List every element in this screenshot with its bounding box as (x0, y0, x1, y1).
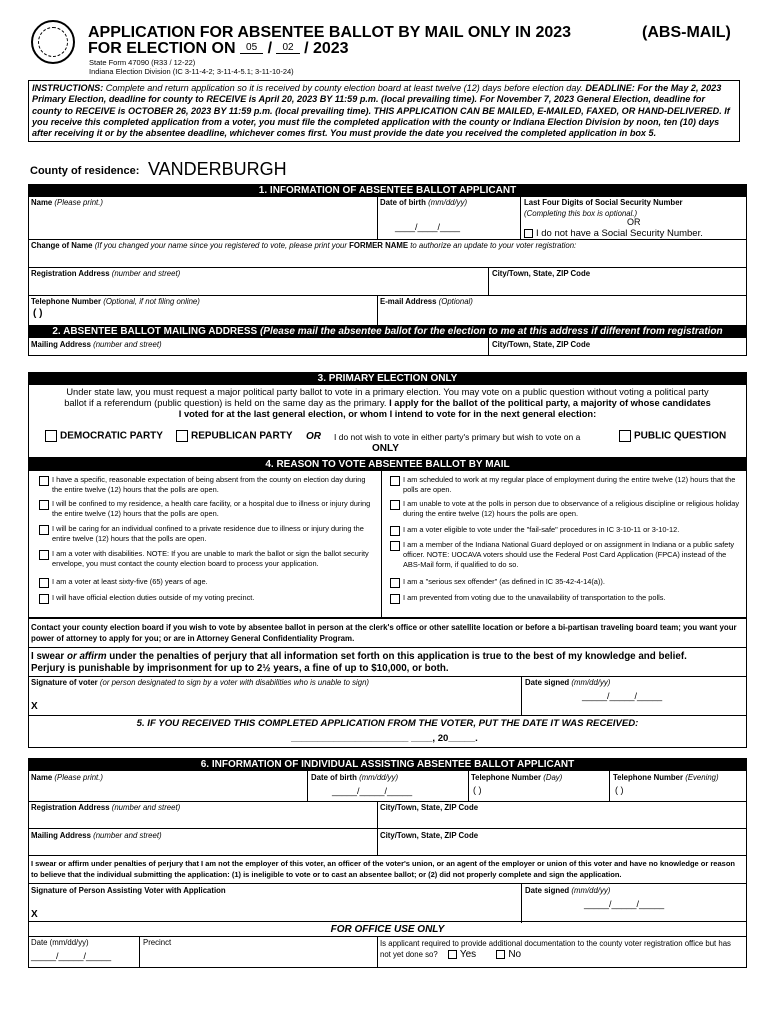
public-question-only: ONLY (372, 443, 399, 454)
office-no-label: No (508, 949, 522, 960)
no-ssn-checkbox[interactable] (524, 229, 533, 238)
reason-section (28, 458, 747, 618)
telephone-field[interactable]: ( ) (33, 308, 43, 319)
name-label: Name (Please print.) (31, 198, 103, 207)
reason-age[interactable]: I am a voter at least sixty-five (65) years of age. (52, 577, 374, 587)
office-date-field[interactable]: _____/_____/_____ (31, 951, 112, 961)
instructions-box (28, 80, 740, 142)
instructions-text: Complete and return application so it is received by county election board at least twelve (12) days before election day. (105, 83, 583, 93)
assistant-mailing-label: Mailing Address (number and street) (31, 831, 162, 840)
mailing-city-label: City/Town, State, ZIP Code (492, 340, 591, 349)
public-question-option[interactable]: PUBLIC QUESTION (619, 430, 726, 442)
assistant-tel-eve-label: Telephone Number (Evening) (613, 773, 719, 782)
voter-signature-field[interactable]: X (31, 701, 38, 712)
ssn-hint: (Completing this box is optional.) (524, 209, 638, 218)
section2-header: 2. ABSENTEE BALLOT MAILING ADDRESS (Please mail the absentee ballot for the election to me at this address if different from registration address.) (29, 325, 746, 338)
registration-address-label: Registration Address (number and street) (31, 269, 181, 278)
section1-header: 1. INFORMATION OF ABSENTEE BALLOT APPLICANT (29, 185, 746, 197)
public-question-checkbox[interactable] (619, 430, 631, 442)
primary-text-2: ballot if a referendum (public question) is held on the same day as the primary. I apply for the ballot of the political party, a majority of whose candidates (64, 398, 711, 408)
reason-sex-offender[interactable]: I am a "serious sex offender" (as defined in IC 35-42-4-14(a)). (403, 577, 743, 587)
assistant-registration-label: Registration Address (number and street) (31, 803, 181, 812)
reason-caring[interactable]: I will be caring for an individual confined to a private residence due to illness or injury during the entire twelve (12) hours that the polls are open. (52, 524, 374, 544)
reason-confined[interactable]: I will be confined to my residence, a health care facility, or a hospital due to illness or injury during the entire twelve (12) hours that the polls are open. (52, 499, 374, 519)
assistant-tel-day-field[interactable]: ( ) (473, 785, 482, 795)
office-precinct-label: Precinct (143, 938, 172, 947)
assistant-dob-field[interactable]: _____/_____/_____ (332, 786, 413, 796)
election-date-line: FOR ELECTION ON 05 / 02 / 2023 (88, 40, 349, 57)
telephone-label: Telephone Number (Optional, if not filing online) (31, 297, 200, 306)
voter-date-signed-field[interactable]: _____/_____/_____ (582, 691, 663, 701)
oath-line-1: I swear or affirm under the penalties of perjury that all information set forth on this application is true to the best of my knowledge and belief. (31, 651, 687, 662)
election-year: / 2023 (304, 40, 349, 57)
office-documentation-question: Is applicant required to provide additional documentation to the county voter registration office but has not yet done so? Yes No (380, 939, 731, 960)
election-day-field[interactable]: 02 (276, 42, 299, 54)
section4-header: 4. REASON TO VOTE ABSENTEE BALLOT BY MAIL (29, 459, 746, 471)
reason-transportation-checkbox[interactable] (390, 594, 400, 604)
assistant-name-label: Name (Please print.) (31, 773, 103, 782)
reason-national-guard[interactable]: I am a member of the Indiana National Guard deployed or on assignment in Indiana or a public safety officer. NOTE: UOCAVA voters should use the Federal Post Card Application (FPCA) instead of the ABS-Mail form, if qualified to do so. (403, 540, 743, 570)
state-form-number: State Form 47090 (R33 / 12-22) (89, 58, 196, 67)
neither-party-text: I do not wish to vote in either party's primary but wish to vote on a (334, 432, 581, 442)
reason-election-duties-checkbox[interactable] (39, 594, 49, 604)
reason-caring-checkbox[interactable] (39, 525, 49, 535)
mailing-address-label: Mailing Address (number and street) (31, 340, 162, 349)
reason-work[interactable]: I am scheduled to work at my regular place of employment during the entire twelve (12) hours that the polls are open. (403, 475, 743, 495)
change-of-name-label: Change of Name (If you changed your name since you registered to vote, please print your FORMER NAME to authorize an update to your voter registration: (31, 241, 577, 250)
oath-line-2: Perjury is punishable by imprisonment for up to 2½ years, a fine of up to $10,000, or both. (31, 663, 449, 674)
office-use-section (28, 922, 747, 968)
instructions-label: INSTRUCTIONS: (32, 83, 104, 93)
reason-sex-offender-checkbox[interactable] (390, 578, 400, 588)
primary-text-3: I voted for at the last general election, or whom I intend to vote for in the next general election: (178, 409, 597, 419)
reason-work-checkbox[interactable] (390, 476, 400, 486)
section3-header: 3. PRIMARY ELECTION ONLY (29, 373, 746, 385)
reason-fail-safe[interactable]: I am a voter eligible to vote under the "fail-safe" procedures in IC 3-10-11 or 3-10-12. (403, 525, 743, 535)
office-use-header: FOR OFFICE USE ONLY (330, 924, 445, 935)
reason-election-duties[interactable]: I will have official election duties outside of my voting precinct. (52, 593, 374, 603)
email-label: E-mail Address (Optional) (380, 297, 473, 306)
office-yes-label: Yes (459, 949, 477, 960)
reason-absent-checkbox[interactable] (39, 476, 49, 486)
primary-text-1: Under state law, you must request a major political party ballot to vote in a primary election. You may vote on a public question without voting a political party (66, 387, 709, 397)
reason-absent[interactable]: I have a specific, reasonable expectation of being absent from the county on election day during the entire twelve (12) hours that the polls are open. (52, 475, 374, 495)
county-value[interactable]: VANDERBURGH (148, 159, 287, 179)
primary-election-section (28, 372, 747, 458)
city-state-zip-label: City/Town, State, ZIP Code (492, 269, 591, 278)
instructions-deadline: DEADLINE: For the May 2, 2023 Primary Election, deadline for county to RECEIVE is April 20, 2023 BY 11:59 p.m. (local prevailing time). For November 7, 2023 General Election, deadline for county to RECEIVE is OCTOBER 26, 2023 BY 11:59 p.m. (local prevailing time). THIS APPLICATION CAN BE MAILED, E-MAILED, FAXED, OR HAND-DELIVERED. If you receive this completed application from a voter, you must file the completed application with the county or Indiana Election Division by noon, ten (10) days after receiving it or by the absentee deadline, whichever comes first. You must provide the date you received the completed application in box 5. (32, 83, 730, 139)
election-month-field[interactable]: 05 (240, 42, 263, 54)
reason-confined-checkbox[interactable] (39, 500, 49, 510)
assistant-reg-city-label: City/Town, State, ZIP Code (380, 803, 479, 812)
reason-religious-checkbox[interactable] (390, 500, 400, 510)
assistant-date-signed-field[interactable]: _____/_____/_____ (584, 899, 665, 909)
reason-fail-safe-checkbox[interactable] (390, 526, 400, 536)
dob-label: Date of birth (mm/dd/yy) (380, 198, 468, 207)
county-label: County of residence: (30, 165, 140, 177)
reason-national-guard-checkbox[interactable] (390, 541, 400, 551)
form-title: APPLICATION FOR ABSENTEE BALLOT BY MAIL ONLY IN 2023 (88, 24, 572, 41)
election-date-prefix: FOR ELECTION ON (88, 40, 236, 57)
primary-or: OR (306, 431, 321, 442)
applicant-section (28, 184, 747, 356)
assistant-signature-field[interactable]: X (31, 909, 38, 920)
assistant-oath: I swear or affirm under penalties of perjury that I am not the employer of this voter, an officer of the voter's union, or an agent of the employer or union of this voter and have no knowledge or reason to believe that the individual submitting the application: (1) is ineligible to vote or to cast an absentee ballot; or (2) did not properly complete and sign the application. (31, 859, 735, 879)
republican-checkbox[interactable] (176, 430, 188, 442)
democratic-checkbox[interactable] (45, 430, 57, 442)
assistant-section (28, 758, 747, 922)
republican-option[interactable]: REPUBLICAN PARTY (176, 430, 292, 442)
reason-disabilities[interactable]: I am a voter with disabilities. NOTE: If you are unable to mark the ballot or sign the ballot security envelope, you must contact the county election board to process your application. (52, 549, 374, 569)
office-date-label: Date (mm/dd/yy) (31, 938, 89, 947)
section5-text: 5. IF YOU RECEIVED THIS COMPLETED APPLICATION FROM THE VOTER, PUT THE DATE IT WAS RECEIVED: (136, 718, 639, 729)
reason-disabilities-checkbox[interactable] (39, 550, 49, 560)
assistant-tel-eve-field[interactable]: ( ) (615, 785, 624, 795)
assistant-mail-city-label: City/Town, State, ZIP Code (380, 831, 479, 840)
assistant-date-signed-label: Date signed (mm/dd/yy) (525, 886, 611, 895)
democratic-option[interactable]: DEMOCRATIC PARTY (45, 430, 163, 442)
reason-religious[interactable]: I am unable to vote at the polls in person due to observance of a religious discipline or religious holiday during the entire twelve (12) hours the polls are open. (403, 499, 743, 519)
contact-note: Contact your county election board if you wish to vote by absentee ballot in person at the clerk's office or other satellite location or before a bi-partisan traveling board team; you want your power of attorney to apply for you; or are in Attorney General Confidentiality Program. (31, 623, 737, 643)
reason-age-checkbox[interactable] (39, 578, 49, 588)
dob-field[interactable]: ____/____/____ (395, 222, 461, 232)
assistant-tel-day-label: Telephone Number (Day) (471, 773, 563, 782)
indiana-state-seal (31, 20, 75, 64)
voter-date-signed-label: Date signed (mm/dd/yy) (525, 678, 611, 687)
election-division-citation: Indiana Election Division (IC 3-11-4-2; 3-11-4-5.1; 3-11-10-24) (89, 67, 294, 76)
form-code: (ABS-MAIL) (642, 24, 731, 41)
assistant-dob-label: Date of birth (mm/dd/yy) (311, 773, 399, 782)
oath-section (28, 618, 747, 748)
reason-transportation[interactable]: I am prevented from voting due to the unavailability of transportation to the polls. (403, 593, 743, 603)
office-yes-checkbox[interactable] (448, 950, 457, 959)
voter-signature-label: Signature of voter (or person designated to sign by a voter with disabilities who is unable to sign) (31, 678, 370, 687)
assistant-signature-label: Signature of Person Assisting Voter with Application (31, 886, 226, 895)
ssn-or: OR (627, 217, 641, 227)
section5-date-field[interactable]: ______________________ ____, 20_____. (291, 733, 478, 744)
no-ssn-option[interactable]: I do not have a Social Security Number. (524, 228, 703, 239)
office-no-checkbox[interactable] (496, 950, 505, 959)
section6-header: 6. INFORMATION OF INDIVIDUAL ASSISTING ABSENTEE BALLOT APPLICANT (29, 759, 746, 771)
ssn-label: Last Four Digits of Social Security Number (524, 198, 683, 207)
